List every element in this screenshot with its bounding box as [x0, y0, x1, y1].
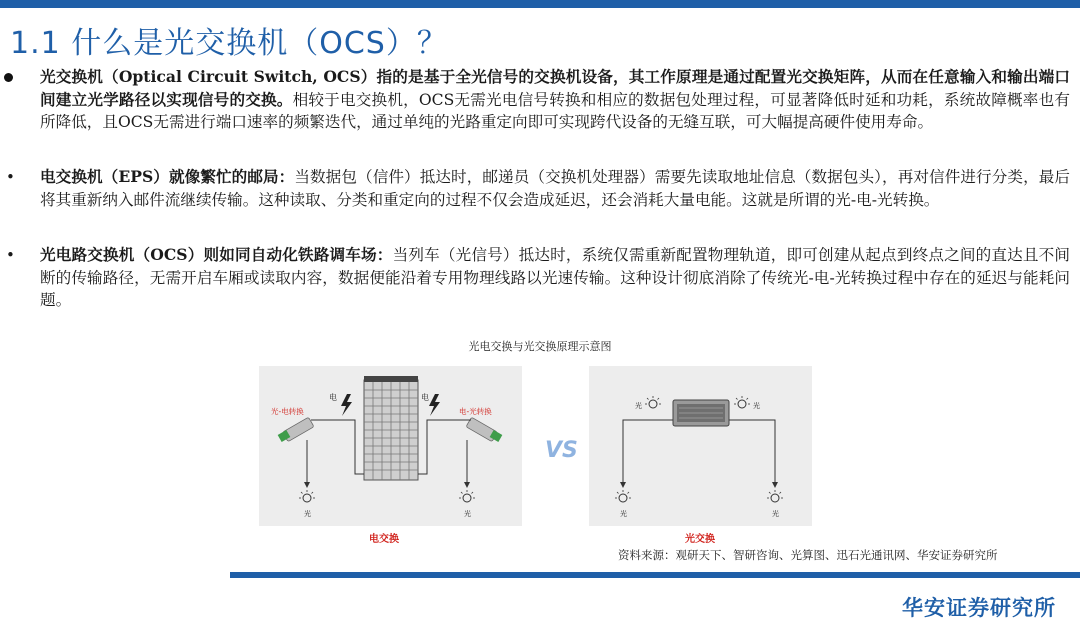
paragraph-bold-lead: 电交换机（EPS）就像繁忙的邮局： [40, 167, 295, 186]
tag-opto-electric: 光-电转换 [271, 407, 304, 416]
paragraph-text: 当数据包（信件）抵达时，邮递员（交换机处理器）需要先读取地址信息（数据包头），再对信件进行分类，最后将其重新纳入邮件流继续传输。这种读取、分类和重定向的过程不仅会造成延迟，还会消耗大量电能。这就是所谓的光-电-光转换。 [40, 168, 1071, 209]
transceiver-icon [466, 417, 502, 442]
optical-switch-diagram [589, 366, 812, 526]
ocs-switch-icon [673, 400, 729, 426]
transceiver-icon [278, 417, 314, 442]
top-accent-bar [0, 0, 1080, 8]
light-label-top-left: 光 [635, 402, 642, 410]
light-label-right: 光 [464, 510, 471, 518]
paragraph-bold-lead: 光电路交换机（OCS）则如同自动化铁路调车场： [40, 245, 393, 264]
figure-panel-electrical [259, 366, 522, 526]
vs-label: VS [545, 438, 578, 463]
elec-label-right: 电 [421, 393, 429, 402]
server-rack-icon [364, 376, 418, 480]
light-label-bottom-left: 光 [620, 510, 627, 518]
tag-electro-optic: 电-光转换 [459, 407, 492, 416]
bullet-small: • [6, 168, 15, 186]
paragraph-bold-lead: 光交换机（Optical Circuit Switch, OCS）指的是基于全光信号的交换机设备，其工作原理是通过配置光交换矩阵，从而在任意输入和输出端口间建立光学路径以实现信号的交换。 [40, 67, 1070, 109]
electrical-switch-diagram [259, 366, 522, 526]
light-label-left: 光 [304, 510, 311, 518]
page-title: 1.1 什么是光交换机（OCS）？ [10, 26, 448, 61]
lightning-icon [341, 394, 352, 416]
elec-label-left: 电 [329, 393, 337, 402]
bulb-icon [645, 396, 661, 408]
paragraph-text: 当列车（光信号）抵达时，系统仅需重新配置物理轨道，即可创建从起点到终点之间的直达且不间断的传输路径，无需开启车厢或读取内容，数据便能沿着专用物理线路以光速传输。这种设计彻底消除了传统光-电-光转换过程中存在的延迟与能耗问题。 [40, 246, 1070, 309]
brand-logo-text: 华安证券研究所 [902, 596, 1056, 620]
figure-panel-optical [589, 366, 812, 526]
bulb-icon [734, 396, 750, 408]
label-optical-switching: 光交换 [685, 534, 715, 545]
light-label-top-right: 光 [753, 402, 760, 410]
bulb-icon [459, 490, 475, 502]
bottom-accent-bar [230, 572, 1080, 578]
bulb-icon [299, 490, 315, 502]
paragraph-text: 相较于电交换机，OCS无需光电信号转换和相应的数据包处理过程，可显著降低时延和功耗，系统故障概率也有所降低，且OCS无需进行端口速率的频繁迭代，通过单纯的光路重定向即可实现跨代设备的无缝互联，可大幅提高硬件使用寿命。 [40, 90, 1070, 131]
figure-source: 资料来源：观研天下、智研咨询、光算图、迅石光通讯网、华安证券研究所 [618, 548, 998, 562]
bullet-small: • [6, 246, 15, 264]
label-electrical-switching: 电交换 [369, 534, 399, 545]
bullet-dot [4, 66, 24, 89]
light-label-bottom-right: 光 [772, 510, 779, 518]
bulb-icon [767, 490, 783, 502]
bulb-icon [615, 490, 631, 502]
lightning-icon [429, 394, 440, 416]
figure-caption: 光电交换与光交换原理示意图 [468, 340, 612, 353]
